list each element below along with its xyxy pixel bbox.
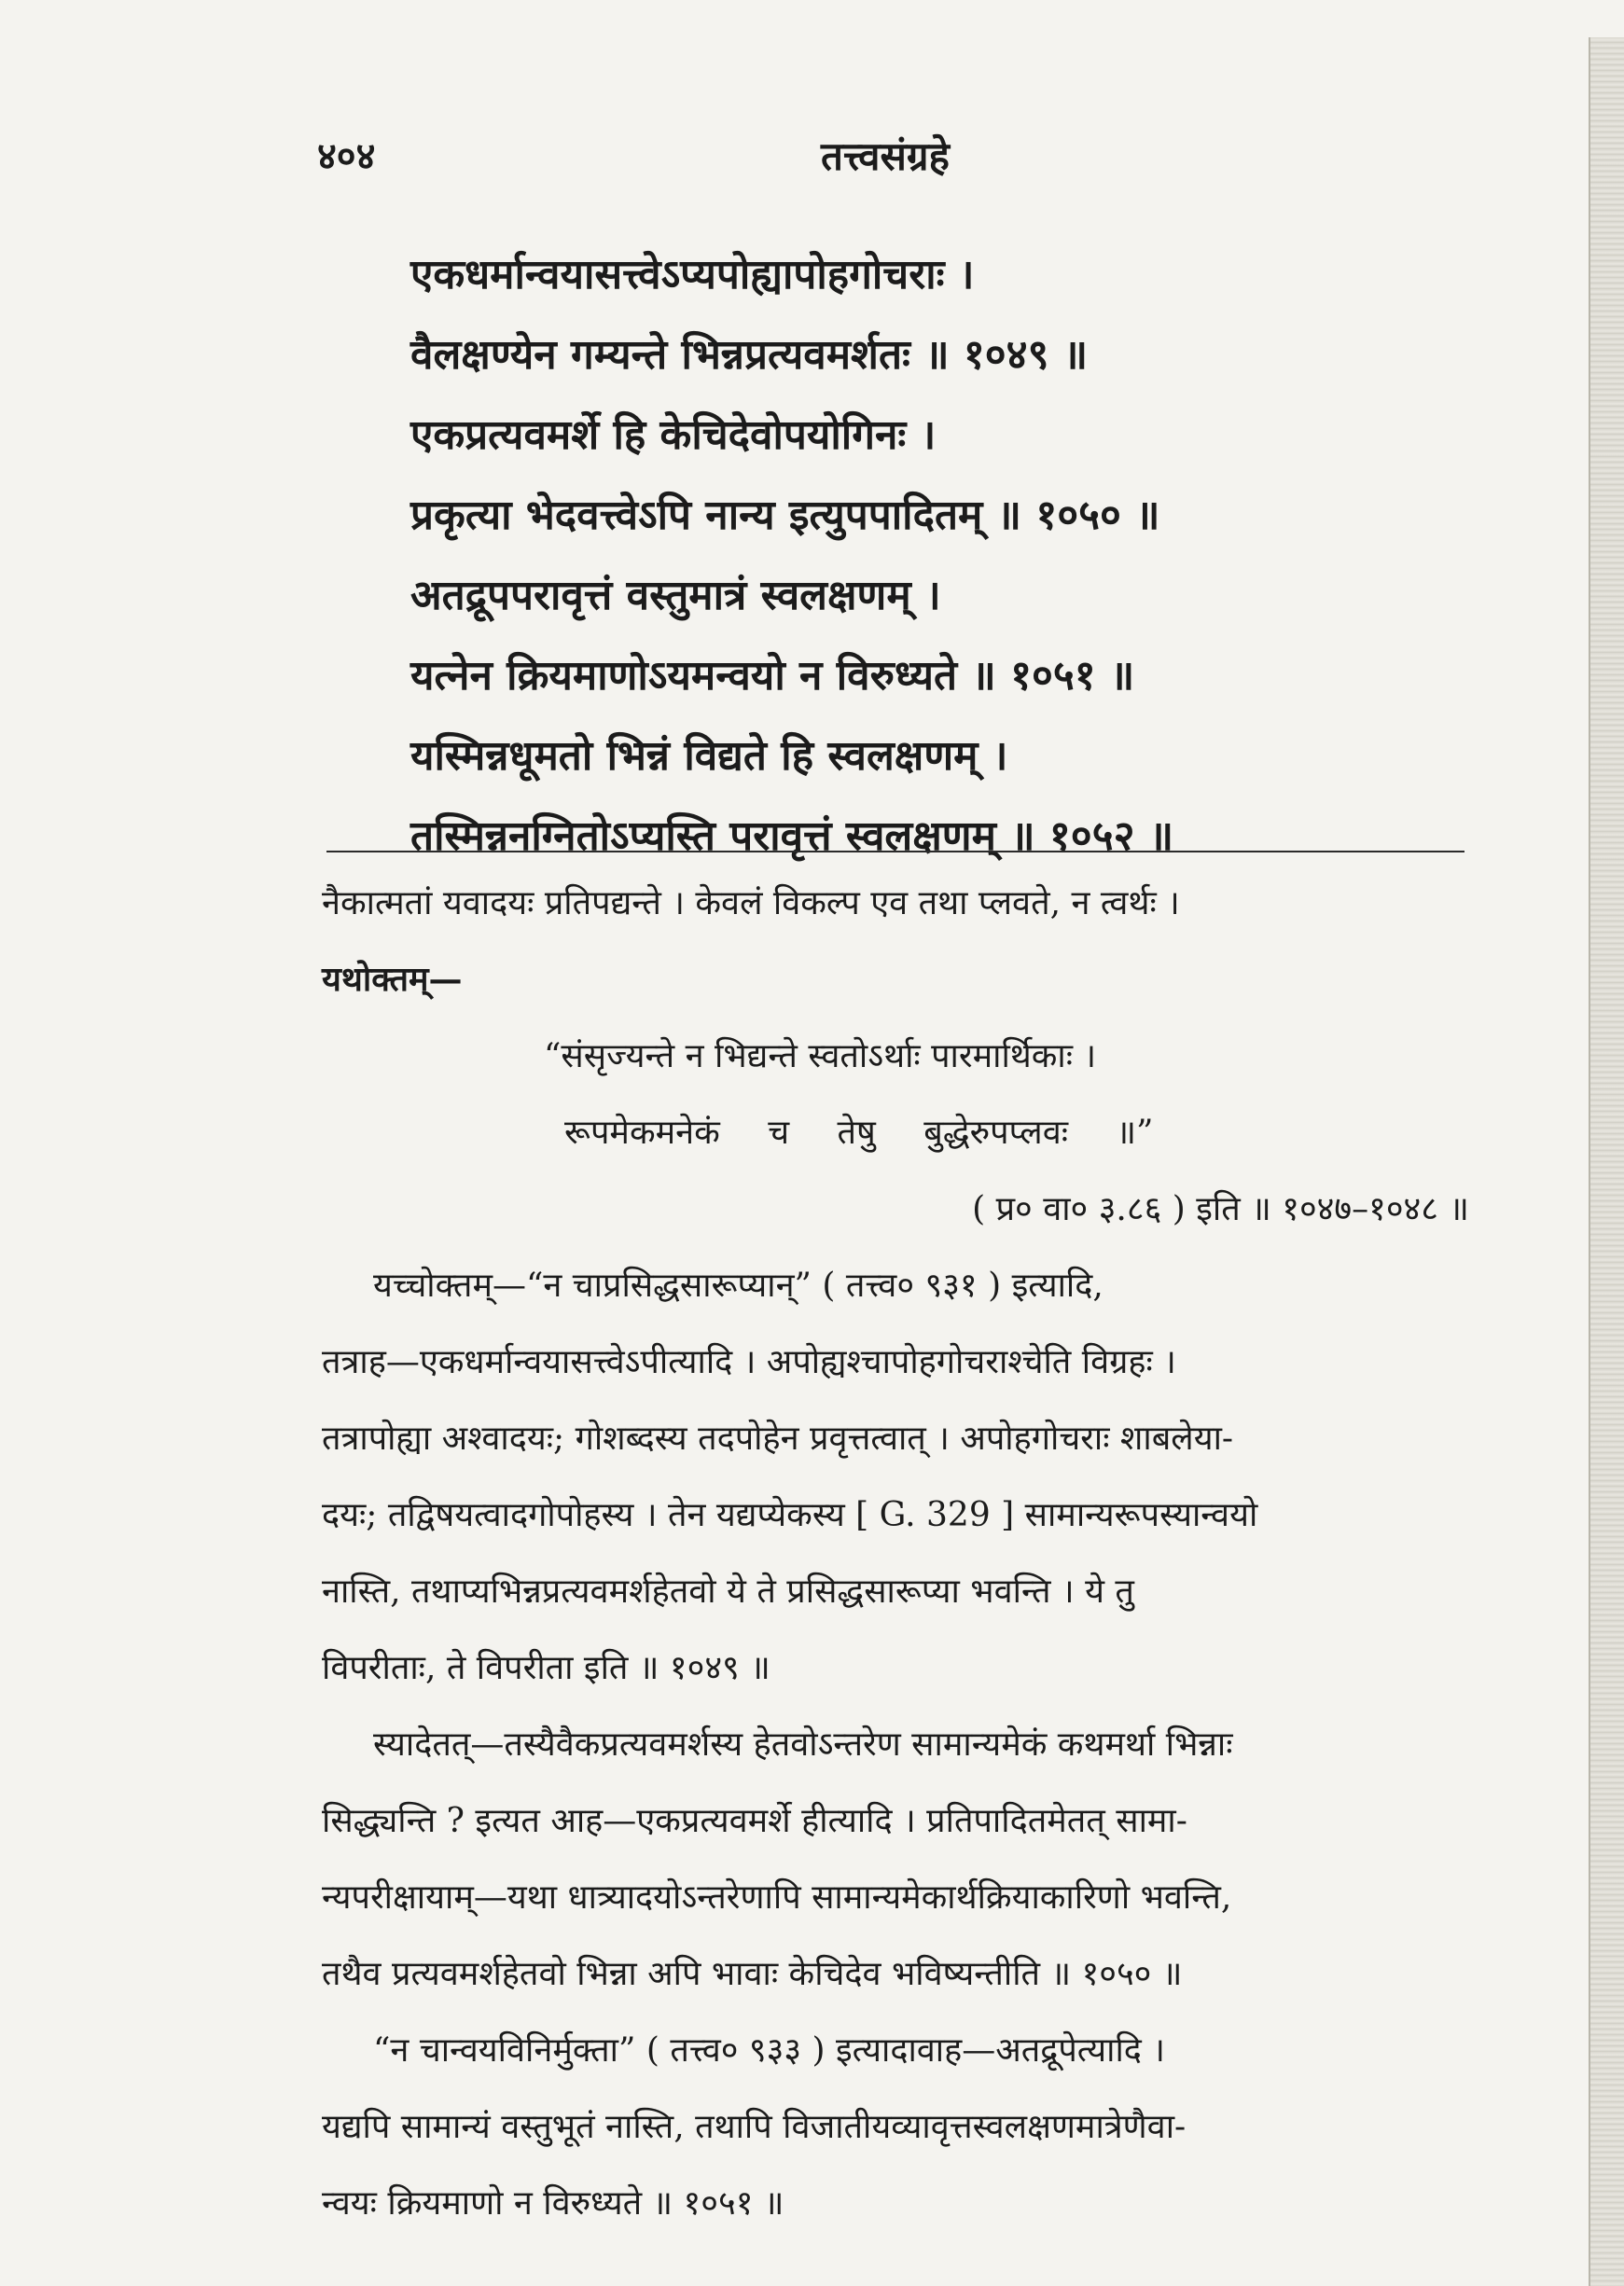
commentary-line: न्यपरीक्षायाम्—यथा धात्र्यादयोऽन्तरेणापि सामान्यमेकार्थक्रियाकारिणो भवन्ति, bbox=[322, 1878, 1232, 1917]
commentary-line: तत्रापोह्या अश्वादयः; गोशब्दस्य तदपोहेन प्रवृत्तत्वात् । अपोहगोचराः शाबलेया- bbox=[322, 1420, 1234, 1458]
commentary-line: नैकात्मतां यवादयः प्रतिपद्यन्ते । केवलं विकल्प एव तथा प्लवते, न त्वर्थः । bbox=[322, 884, 1180, 922]
commentary-line: स्यादेतत्—तस्यैवैकप्रत्यवमर्शस्य हेतवोऽन्तरेण सामान्यमेकं कथमर्था भिन्नाः bbox=[373, 1725, 1233, 1764]
verse-line: एकधर्मान्वयासत्त्वेऽप्यपोह्यापोहगोचराः । bbox=[410, 251, 975, 298]
commentary-line: “न चान्वयविनिर्मुक्ता” ( तत्त्व० ९३३ ) इत्यादावाह—अतद्रूपेत्यादि । bbox=[373, 2031, 1165, 2070]
verse-line: एकप्रत्यवमर्शे हि केचिदेवोपयोगिनः । bbox=[410, 411, 937, 459]
verse-line: वैलक्षण्येन गम्यन्ते भिन्नप्रत्यवमर्शतः ॥ १०४९ ॥ bbox=[410, 331, 1089, 379]
separator-rule bbox=[326, 851, 1464, 852]
running-title: तत्त्वसंग्रहे bbox=[821, 133, 950, 179]
commentary-line: सिद्ध्यन्ति ? इत्यत आह—एकप्रत्यवमर्शे हीत्यादि । प्रतिपादितमेतत् सामा- bbox=[322, 1802, 1187, 1840]
commentary-block bbox=[322, 879, 1469, 2255]
verse-block bbox=[410, 244, 1455, 886]
citation-line: ( प्र० वा० ३.८६ ) इति ॥ १०४७–१०४८ ॥ bbox=[972, 1190, 1469, 1228]
commentary-line: तथैव प्रत्यवमर्शहेतवो भिन्ना अपि भावाः केचिदेव भविष्यन्तीति ॥ १०५० ॥ bbox=[322, 1955, 1183, 1993]
verse-line: तस्मिन्ननग्नितोऽप्यस्ति परावृत्तं स्वलक्षणम् ॥ १०५२ ॥ bbox=[410, 812, 1174, 860]
commentary-line: दयः; तद्विषयत्वादगोपोहस्य । तेन यद्यप्येकस्य [ G. 329 ] सामान्यरूपस्यान्वयो bbox=[322, 1496, 1258, 1534]
commentary-line: यद्यपि सामान्यं वस्तुभूतं नास्ति, तथापि विजातीयव्यावृत्तस्वलक्षणमात्रेणैवा- bbox=[322, 2108, 1187, 2146]
commentary-line: न्वयः क्रियमाणो न विरुध्यते ॥ १०५१ ॥ bbox=[322, 2184, 784, 2223]
commentary-line: तत्राह—एकधर्मान्वयासत्त्वेऽपीत्यादि । अपोह्यश्चापोहगोचराश्चेति विग्रहः । bbox=[322, 1343, 1176, 1381]
commentary-line: यच्चोक्तम्—“न चाप्रसिद्धसारूप्यान्” ( तत्त्व० ९३१ ) इत्यादि, bbox=[373, 1267, 1103, 1305]
commentary-line: विपरीताः, ते विपरीता इति ॥ १०४९ ॥ bbox=[322, 1649, 770, 1687]
verse-line: अतद्रूपपरावृत्तं वस्तुमात्रं स्वलक्षणम् । bbox=[410, 572, 941, 619]
commentary-line: यथोक्तम्— bbox=[322, 960, 463, 999]
quoted-verse-line: “संसृज्यन्ते न भिद्यन्ते स्वतोऽर्थाः पारमार्थिकाः । bbox=[544, 1037, 1097, 1075]
verse-line: प्रकृत्या भेदवत्त्वेऽपि नान्य इत्युपपादितम् ॥ १०५० ॥ bbox=[410, 492, 1160, 539]
page-number: ४०४ bbox=[317, 134, 376, 178]
page-edge bbox=[1589, 37, 1624, 2286]
verse-line: यत्नेन क्रियमाणोऽयमन्वयो न विरुध्यते ॥ १०५१ ॥ bbox=[410, 652, 1135, 700]
commentary-line: नास्ति, तथाप्यभिन्नप्रत्यवमर्शहेतवो ये ते प्रसिद्धसारूप्या भवन्ति । ये तु bbox=[322, 1572, 1134, 1611]
page-header bbox=[317, 129, 1455, 194]
quoted-verse-line: रूपमेकमनेकं च तेषु बुद्धेरुपप्लवः ॥” bbox=[564, 1114, 1154, 1152]
verse-line: यस्मिन्नधूमतो भिन्नं विद्यते हि स्वलक्षणम् । bbox=[410, 732, 1008, 780]
